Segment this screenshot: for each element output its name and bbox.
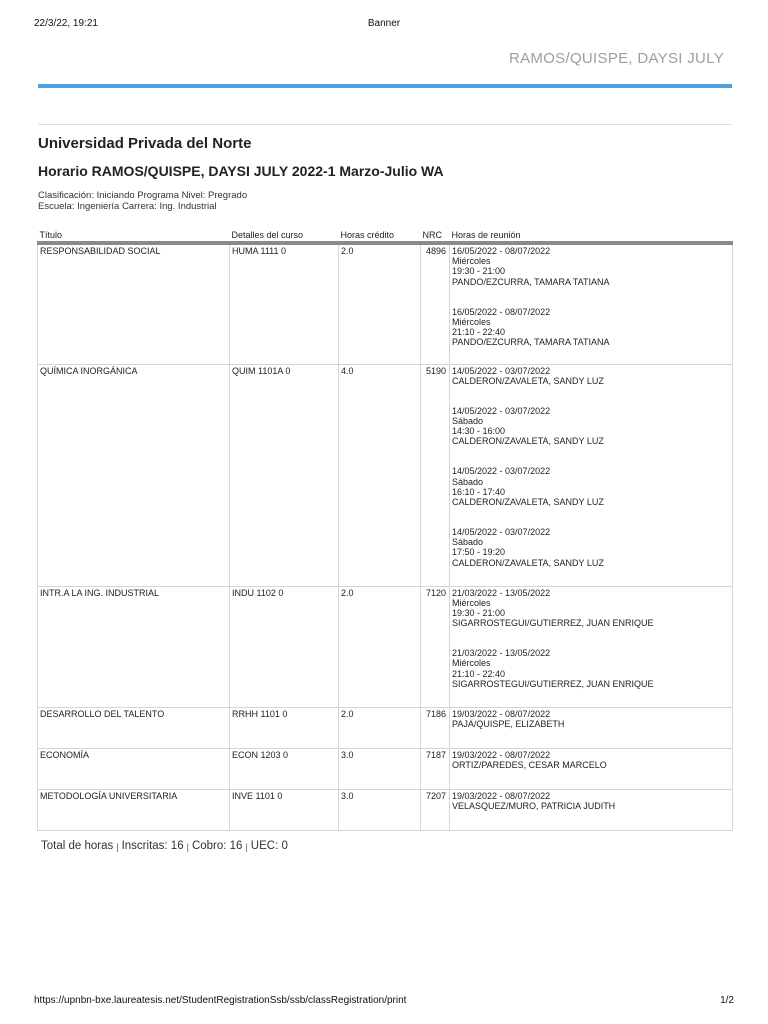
totals-cobro: Cobro: 16 [191,840,243,852]
meeting-block [452,750,730,770]
meeting-line: Miércoles [452,658,491,669]
course-title: RESPONSABILIDAD SOCIAL [38,243,230,364]
meeting-times [450,707,733,748]
divider [38,124,732,125]
column-header-title: Título [38,229,230,243]
course-credits: 3.0 [339,789,421,830]
course-nrc: 4896 [421,243,450,364]
meeting-block [452,406,730,447]
meeting-times [450,748,733,789]
meeting-line: Miércoles [452,256,491,267]
course-credits: 4.0 [339,364,421,586]
meeting-times [450,364,733,586]
course-nrc: 7187 [421,748,450,789]
column-header-nrc: NRC [421,229,450,243]
meeting-block [452,466,730,507]
meeting-line: 21/03/2022 - 13/05/2022 [452,648,551,659]
table-header-row [38,229,733,243]
meeting-times [450,586,733,707]
page-url: https://upnbn-bxe.laureatesis.net/StudentRegistrationSsb/ssb/classRegistration/print [34,995,407,1006]
course-nrc: 7207 [421,789,450,830]
header-accent-bar [38,84,732,88]
table-body [38,243,733,830]
course-details: INVE 1101 0 [230,789,339,830]
course-details: QUIM 1101A 0 [230,364,339,586]
course-credits: 2.0 [339,707,421,748]
table-row [38,748,733,789]
schedule-title: Horario RAMOS/QUISPE, DAYSI JULY 2022-1 Marzo-Julio WA [38,163,444,179]
table-row [38,586,733,707]
school-line: Escuela: Ingeniería Carrera: Ing. Industrial [38,201,217,212]
meeting-line: SIGARROSTEGUI/GUTIERREZ, JUAN ENRIQUE [452,678,654,689]
meeting-block [452,246,730,287]
university-name: Universidad Privada del Norte [38,135,252,152]
meeting-line: CALDERON/ZAVALETA, SANDY LUZ [452,436,604,447]
meeting-line: 14/05/2022 - 03/07/2022 [452,466,551,477]
meeting-line: PAJA/QUISPE, ELIZABETH [452,718,565,729]
meeting-line: CALDERON/ZAVALETA, SANDY LUZ [452,375,604,386]
meeting-line: 16:10 - 17:40 [452,486,506,497]
page-number: 1/2 [720,995,734,1006]
course-credits: 2.0 [339,243,421,364]
meeting-line: SIGARROSTEGUI/GUTIERREZ, JUAN ENRIQUE [452,618,654,629]
course-title: METODOLOGÍA UNIVERSITARIA [38,789,230,830]
course-details: INDU 1102 0 [230,586,339,707]
schedule-table [37,229,733,831]
totals-label: Total de horas [41,840,114,852]
meeting-line: Miércoles [452,597,491,608]
column-header-details: Detalles del curso [230,229,339,243]
meeting-block [452,791,730,811]
course-nrc: 7186 [421,707,450,748]
meeting-block [452,709,730,729]
meeting-block [452,648,730,689]
meeting-line: 21:10 - 22:40 [452,327,506,338]
course-title: INTR.A LA ING. INDUSTRIAL [38,586,230,707]
meeting-times [450,243,733,364]
meeting-block [452,307,730,348]
meeting-line: CALDERON/ZAVALETA, SANDY LUZ [452,557,604,568]
column-header-credits: Horas crédito [339,229,421,243]
meeting-line: 14/05/2022 - 03/07/2022 [452,405,551,416]
course-nrc: 7120 [421,586,450,707]
meeting-line: ORTIZ/PAREDES, CESAR MARCELO [452,759,607,770]
meeting-line: 21/03/2022 - 13/05/2022 [452,587,551,598]
meeting-line: VELASQUEZ/MURO, PATRICIA JUDITH [452,800,616,811]
table-row [38,707,733,748]
meeting-line: 17:50 - 19:20 [452,547,506,558]
meeting-line: Sábado [452,476,484,487]
meeting-line: 14:30 - 16:00 [452,426,506,437]
classification-line: Clasificación: Iniciando Programa Nivel: Pregrado [38,190,248,201]
course-details: HUMA 1111 0 [230,243,339,364]
totals-separator: | [116,842,119,852]
course-title: ECONOMÍA [38,748,230,789]
course-credits: 2.0 [339,586,421,707]
meeting-line: 19:30 - 21:00 [452,266,506,277]
course-credits: 3.0 [339,748,421,789]
meeting-line: 14/05/2022 - 03/07/2022 [452,526,551,537]
meeting-line: 16/05/2022 - 08/07/2022 [452,306,551,317]
column-header-meetings: Horas de reunión [450,229,733,243]
table-row [38,243,733,364]
course-details: ECON 1203 0 [230,748,339,789]
meeting-line: 19/03/2022 - 08/07/2022 [452,749,551,760]
course-nrc: 5190 [421,364,450,586]
meeting-line: 14/05/2022 - 03/07/2022 [452,365,551,376]
meeting-line: Miércoles [452,316,491,327]
table-row [38,789,733,830]
print-datetime: 22/3/22, 19:21 [34,18,98,29]
meeting-block [452,366,730,386]
user-name: RAMOS/QUISPE, DAYSI JULY [508,50,724,67]
totals-line [41,840,288,852]
meeting-block [452,527,730,568]
course-details: RRHH 1101 0 [230,707,339,748]
meeting-line: 16/05/2022 - 08/07/2022 [452,246,551,256]
totals-separator: | [186,842,189,852]
course-title: QUÍMICA INORGÁNICA [38,364,230,586]
totals-uec: UEC: 0 [250,840,288,852]
meeting-line: 19/03/2022 - 08/07/2022 [452,790,551,801]
meeting-line: Sábado [452,537,484,548]
print-title: Banner [367,18,401,29]
meeting-line: 19:30 - 21:00 [452,607,506,618]
meeting-line: PANDO/EZCURRA, TAMARA TATIANA [452,276,610,287]
table-row [38,364,733,586]
meeting-line: Sábado [452,415,484,426]
meeting-line: PANDO/EZCURRA, TAMARA TATIANA [452,337,610,348]
meeting-line: 21:10 - 22:40 [452,668,506,679]
meeting-line: CALDERON/ZAVALETA, SANDY LUZ [452,496,604,507]
course-title: DESARROLLO DEL TALENTO [38,707,230,748]
totals-separator: | [245,842,248,852]
meeting-line: 19/03/2022 - 08/07/2022 [452,708,551,719]
totals-inscritas: Inscritas: 16 [121,840,184,852]
meeting-block [452,588,730,629]
meeting-times [450,789,733,830]
